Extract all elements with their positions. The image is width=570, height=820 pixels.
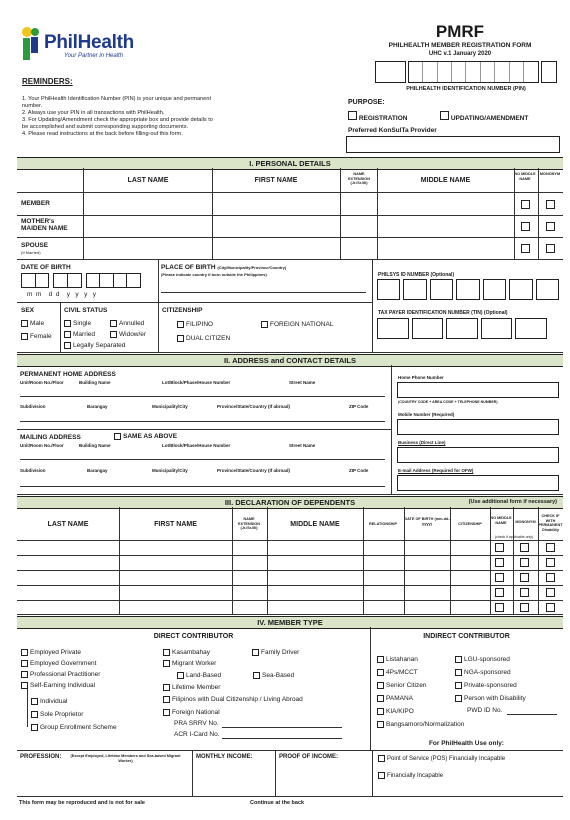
same-as-above-checkbox[interactable]	[114, 433, 121, 440]
separated-checkbox[interactable]	[64, 342, 71, 349]
nga-checkbox[interactable]	[455, 669, 462, 676]
philhealth-logo	[20, 26, 170, 66]
registration-checkbox[interactable]	[348, 111, 357, 120]
field-subdivision: Subdivision	[20, 404, 46, 409]
self-earning-group[interactable]: Group Enrollment Scheme	[31, 724, 117, 731]
konsulta-field[interactable]	[346, 136, 560, 153]
reminder-line: 1. Your PhilHealth Identification Number (PIN) is your unique and permanent	[22, 96, 212, 102]
field-barangay: Barangay	[87, 404, 108, 409]
dependent-disability-checkbox[interactable]	[546, 603, 555, 612]
indirect-listahanan[interactable]: Listahanan	[377, 656, 418, 663]
mail-field-unit: Unit/Room No./Floor	[20, 443, 64, 448]
direct-employed-private[interactable]: Employed Private	[21, 649, 81, 656]
tin-label: TAX PAYER IDENTIFICATION NUMBER (TIN) (Optional)	[378, 310, 508, 316]
direct-lifetime[interactable]: Lifetime Member	[163, 684, 220, 691]
same-as-above[interactable]: SAME AS ABOVE	[114, 433, 177, 440]
fin-incapable-checkbox[interactable]	[378, 772, 385, 779]
migrant-sea[interactable]: Sea-Based	[253, 672, 294, 679]
indirect-4ps[interactable]: 4Ps/MCCT	[377, 669, 418, 676]
dob-format: m m d d y y y y	[27, 291, 96, 298]
pamana-checkbox[interactable]	[377, 695, 384, 702]
lgu-checkbox[interactable]	[455, 656, 462, 663]
direct-foreign-national[interactable]: Foreign National	[163, 709, 220, 716]
sea-based-checkbox[interactable]	[253, 672, 260, 679]
dependent-no-middle-checkbox[interactable]	[495, 603, 504, 612]
sex-male[interactable]: Male	[21, 320, 44, 327]
indirect-pwd[interactable]: Person with Disability	[455, 695, 526, 702]
civil-single[interactable]: Single	[64, 320, 91, 327]
self-earning-sole[interactable]: Sole Proprietor	[31, 711, 83, 718]
family-driver-checkbox[interactable]	[252, 649, 259, 656]
acr-field[interactable]	[222, 738, 342, 739]
reminders-title: REMINDERS:	[22, 77, 73, 86]
row-member: MEMBER	[21, 200, 50, 207]
indirect-title: INDIRECT CONTRIBUTOR	[423, 633, 510, 640]
field-lot: Lot/Block/Phase/House Number	[162, 380, 231, 385]
mailing-address-label: MAILING ADDRESS	[20, 434, 81, 441]
fin-incapable-option[interactable]: Financially Incapable	[378, 772, 443, 779]
listahanan-checkbox[interactable]	[377, 656, 384, 663]
direct-employed-government[interactable]: Employed Government	[21, 660, 96, 667]
dependent-mononym-checkbox[interactable]	[520, 543, 529, 552]
dual-abroad-checkbox[interactable]	[163, 696, 170, 703]
pos-option[interactable]: Point of Service (POS) Financially Incapable	[378, 755, 505, 762]
dependent-disability-checkbox[interactable]	[546, 543, 555, 552]
indirect-private[interactable]: Private-sponsored	[455, 682, 517, 689]
row-spouse-note: (If Married)	[21, 250, 41, 255]
profession-label: PROFESSION:	[20, 754, 62, 760]
foreign-national-checkbox[interactable]	[163, 709, 170, 716]
direct-title: DIRECT CONTRIBUTOR	[153, 633, 234, 640]
col-last-name: LAST NAME	[127, 177, 169, 184]
phone-format: (COUNTRY CODE + AREA CODE + TELEPHONE NUMBER)	[398, 400, 498, 404]
spouse-mononym-checkbox[interactable]	[546, 244, 555, 253]
reminder-line: 3. For Updating/Amendment check the appropriate box and provide details to	[22, 117, 213, 123]
dep-col-disability: CHECK IF WITH PERMANENT Disability	[538, 514, 563, 532]
perm-address-line1[interactable]	[20, 396, 385, 397]
direct-family-driver[interactable]: Family Driver	[252, 649, 299, 656]
row-spouse: SPOUSE	[21, 242, 49, 249]
pwd-id-field[interactable]	[507, 714, 557, 715]
section-address: II. ADDRESS and CONTACT DETAILS	[17, 354, 563, 367]
pos-checkbox[interactable]	[378, 755, 385, 762]
address-section	[17, 365, 563, 495]
civil-widow[interactable]: Widow/er	[110, 331, 146, 338]
dependent-no-middle-checkbox[interactable]	[495, 543, 504, 552]
form-code: PMRF	[435, 22, 485, 41]
footer-note: This form may be reproduced and is not for sale	[19, 800, 145, 806]
bangsamoro-checkbox[interactable]	[377, 721, 384, 728]
self-earning-checkbox[interactable]	[21, 682, 28, 689]
home-phone-label: Home Phone Number	[398, 375, 444, 380]
dep-col-first: FIRST NAME	[154, 521, 197, 528]
kasambahay-checkbox[interactable]	[163, 649, 170, 656]
reminders-list	[22, 96, 322, 138]
indirect-kia[interactable]: KIA/KIPO	[377, 708, 414, 715]
dep-col-last: LAST NAME	[47, 521, 89, 528]
form-title: PHILHEALTH MEMBER REGISTRATION FORM	[388, 42, 532, 49]
dependent-mononym-checkbox[interactable]	[520, 588, 529, 597]
col-middle-name: MIDDLE NAME	[420, 177, 471, 184]
dependent-disability-checkbox[interactable]	[546, 573, 555, 582]
dep-col-mononym: MONONYM	[515, 520, 536, 524]
field-province: Province/State/Country (If abroad)	[217, 404, 291, 409]
field-zip: ZIP Code	[349, 404, 369, 409]
dep-col-rel: RELATIONSHIP	[369, 522, 397, 526]
business-label: Business (Direct Line)	[398, 440, 446, 445]
logo-figure-icon	[20, 26, 42, 62]
pob-note: (Please indicate country if born outside the Philippines)	[161, 272, 267, 277]
row-mother: MOTHER's MAIDEN NAME	[21, 218, 68, 232]
member-type-section	[17, 627, 563, 797]
dob-section	[17, 260, 563, 353]
civil-married[interactable]: Married	[64, 331, 95, 338]
dependent-mononym-checkbox[interactable]	[520, 573, 529, 582]
proof-income-label: PROOF OF INCOME:	[279, 754, 338, 760]
civil-separated[interactable]: Legally Separated	[64, 342, 125, 349]
professional-checkbox[interactable]	[21, 671, 28, 678]
footer-continue: Continue at the back	[250, 800, 305, 806]
field-unit: Unit/Room No./Floor	[20, 380, 64, 385]
reminder-line: 2. Always use your PIN in all transactions with PhilHealth.	[22, 110, 165, 116]
mail-field-lot: Lot/Block/Phase/House Number	[162, 443, 231, 448]
cit-foreign[interactable]: FOREIGN NATIONAL	[261, 321, 333, 328]
indirect-senior[interactable]: Senior Citizen	[377, 682, 426, 689]
dependents-table	[17, 507, 563, 615]
mother-mononym-checkbox[interactable]	[546, 222, 555, 231]
sex-female[interactable]: Female	[21, 333, 52, 340]
mail-address-line1[interactable]	[20, 459, 385, 460]
purpose-updating[interactable]: UPDATING/AMENDMENT	[440, 111, 528, 122]
pin-boxes[interactable]	[375, 61, 557, 83]
mail-field-zip: ZIP Code	[349, 468, 369, 473]
female-checkbox[interactable]	[21, 333, 28, 340]
pra-field[interactable]	[222, 727, 342, 728]
dependent-mononym-checkbox[interactable]	[520, 603, 529, 612]
konsulta-label: Preferred KonSulTa Provider	[348, 127, 437, 134]
monthly-income-label: MONTHLY INCOME:	[196, 754, 253, 760]
col-name-ext: NAME EXTENSION (Jr./Sr./III)	[348, 172, 370, 185]
logo-text: PhilHealth	[44, 32, 134, 53]
profession-note: (Except Employed, Lifetime Members and Sea-based Migrant Worker)	[70, 754, 181, 763]
tin-boxes[interactable]	[377, 318, 547, 339]
married-checkbox[interactable]	[64, 331, 71, 338]
business-field[interactable]	[397, 447, 559, 463]
member-no-middle-checkbox[interactable]	[521, 200, 530, 209]
sex-label: SEX	[21, 307, 35, 314]
pwd-checkbox[interactable]	[455, 695, 462, 702]
single-checkbox[interactable]	[64, 320, 71, 327]
annulled-checkbox[interactable]	[110, 320, 117, 327]
member-mononym-checkbox[interactable]	[546, 200, 555, 209]
pob-label: PLACE OF BIRTH (City/Municipality/Province/Country)	[161, 264, 287, 271]
acr-label: ACR I-Card No.	[174, 731, 220, 738]
dependents-note: (Use additional form if necessary)	[468, 499, 557, 505]
dependent-disability-checkbox[interactable]	[546, 558, 555, 567]
civil-status-label: CIVIL STATUS	[64, 307, 108, 314]
form-version: UHC v.1 January 2020	[428, 51, 492, 57]
mobile-label: Mobile Number (Required)	[398, 412, 455, 417]
philsys-label: PHILSYS ID NUMBER (Optional)	[378, 272, 455, 278]
individual-checkbox[interactable]	[31, 698, 38, 705]
dep-col-dob: DATE OF BIRTH (mm-dd-yyyy)	[404, 517, 450, 526]
direct-dual-abroad[interactable]: Filipinos with Dual Citizenship / Living Abroad	[163, 696, 303, 703]
cit-filipino[interactable]: FILIPINO	[177, 321, 213, 328]
mail-field-building: Building Name	[79, 443, 111, 448]
purpose-label: PURPOSE:	[348, 99, 385, 106]
dependent-row[interactable]	[17, 555, 563, 570]
widow-checkbox[interactable]	[110, 331, 117, 338]
4ps-checkbox[interactable]	[377, 669, 384, 676]
reminder-line: number.	[22, 103, 43, 109]
pwd-id-label: PWD ID No.	[467, 707, 503, 714]
pob-field[interactable]	[161, 292, 366, 293]
self-earning-individual[interactable]: Individual	[31, 698, 67, 705]
indirect-bangsamoro[interactable]: Bangsamoro/Normalization	[377, 721, 464, 728]
field-street: Street Name	[289, 380, 316, 385]
mail-field-street: Street Name	[289, 443, 316, 448]
male-checkbox[interactable]	[21, 320, 28, 327]
dependent-row[interactable]	[17, 600, 563, 615]
dep-col-ext: NAME EXTENSION (Jr./Sr./III)	[238, 517, 260, 530]
employed-private-checkbox[interactable]	[21, 649, 28, 656]
perm-address-label: PERMANENT HOME ADDRESS	[20, 371, 116, 378]
employed-government-checkbox[interactable]	[21, 660, 28, 667]
dual-checkbox[interactable]	[177, 335, 184, 342]
dependent-row[interactable]	[17, 540, 563, 555]
home-phone-field[interactable]	[397, 382, 559, 398]
indirect-lgu[interactable]: LGU-sponsored	[455, 656, 510, 663]
indirect-pamana[interactable]: PAMANA	[377, 695, 413, 702]
citizenship-label: CITIZENSHIP	[162, 307, 203, 314]
mail-field-subdivision: Subdivision	[20, 468, 46, 473]
direct-migrant[interactable]: Migrant Worker	[163, 660, 216, 667]
dependent-row[interactable]	[17, 585, 563, 600]
civil-annulled[interactable]: Annulled	[110, 320, 144, 327]
reminder-line: be accomplished and submit corresponding supporting documents.	[22, 124, 189, 130]
dob-label: DATE OF BIRTH	[21, 264, 71, 271]
filipino-checkbox[interactable]	[177, 321, 184, 328]
dependent-row[interactable]	[17, 570, 563, 585]
col-no-middle: NO MIDDLE NAME	[514, 172, 536, 181]
dependent-no-middle-checkbox[interactable]	[495, 573, 504, 582]
lifetime-checkbox[interactable]	[163, 684, 170, 691]
pra-label: PRA SRRV No.	[174, 720, 219, 727]
land-based-checkbox[interactable]	[177, 672, 184, 679]
section-dependents: III. DECLARATION OF DEPENDENTS (Use additional form if necessary)	[17, 496, 563, 509]
private-sponsored-checkbox[interactable]	[455, 682, 462, 689]
logo-tagline: Your Partner in Health	[64, 53, 124, 59]
indirect-nga[interactable]: NGA-sponsored	[455, 669, 511, 676]
philsys-boxes[interactable]	[377, 279, 559, 300]
mail-field-city: Municipality/City	[152, 468, 188, 473]
sole-proprietor-checkbox[interactable]	[31, 711, 38, 718]
mail-field-barangay: Barangay	[87, 468, 108, 473]
field-building: Building Name	[79, 380, 111, 385]
dependent-no-middle-checkbox[interactable]	[495, 558, 504, 567]
dependent-no-middle-checkbox[interactable]	[495, 588, 504, 597]
personal-grid	[17, 168, 563, 260]
section-personal-details: I. PERSONAL DETAILS	[17, 157, 563, 170]
group-enrollment-checkbox[interactable]	[31, 724, 38, 731]
field-city: Municipality/City	[152, 404, 188, 409]
purpose-registration[interactable]: REGISTRATION	[348, 111, 407, 122]
perm-address-line2[interactable]	[20, 421, 385, 422]
dep-check-note: (check if applicable only)	[494, 535, 534, 539]
direct-kasambahay[interactable]: Kasambahay	[163, 649, 210, 656]
dep-col-middle: MIDDLE NAME	[290, 521, 340, 528]
mail-address-line2[interactable]	[20, 486, 385, 487]
email-label: E-mail Address (Required for OFW)	[398, 468, 474, 473]
pin-label: PHILHEALTH IDENTIFICATION NUMBER (PIN)	[406, 86, 526, 92]
dob-boxes[interactable]	[21, 273, 141, 288]
reminder-line: 4. Please read instructions at the back before filling-out this form.	[22, 131, 183, 137]
section-member-type: IV. MEMBER TYPE	[17, 616, 563, 629]
dep-col-cit: CITIZENSHIP	[458, 522, 482, 526]
mother-no-middle-checkbox[interactable]	[521, 222, 530, 231]
cit-dual[interactable]: DUAL CITIZEN	[177, 335, 230, 342]
col-first-name: FIRST NAME	[254, 177, 298, 184]
updating-checkbox[interactable]	[440, 111, 449, 120]
col-mononym: MONONYM	[539, 172, 561, 176]
direct-self-earning[interactable]: Self-Earning Individual	[21, 682, 95, 689]
migrant-land[interactable]: Land-Based	[177, 672, 221, 679]
foreign-checkbox[interactable]	[261, 321, 268, 328]
senior-checkbox[interactable]	[377, 682, 384, 689]
direct-professional[interactable]: Professional Practitioner	[21, 671, 100, 678]
philhealth-use-title: For PhilHealth Use only:	[428, 740, 505, 747]
email-field[interactable]	[397, 475, 559, 491]
spouse-no-middle-checkbox[interactable]	[521, 244, 530, 253]
dependent-disability-checkbox[interactable]	[546, 588, 555, 597]
mobile-field[interactable]	[397, 419, 559, 435]
migrant-checkbox[interactable]	[163, 660, 170, 667]
dep-col-nomiddle: NO MIDDLE NAME	[490, 516, 512, 525]
mail-field-province: Province/State/Country (If abroad)	[217, 468, 291, 473]
dependent-mononym-checkbox[interactable]	[520, 558, 529, 567]
kia-checkbox[interactable]	[377, 708, 384, 715]
